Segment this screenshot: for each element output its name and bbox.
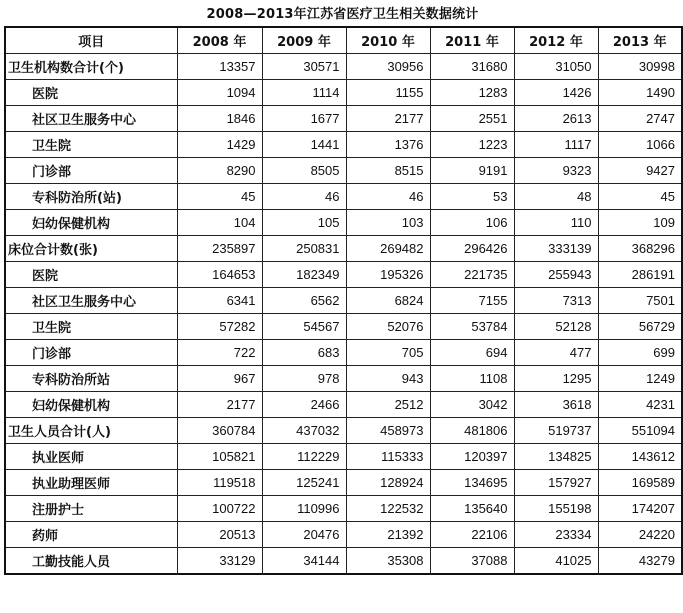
cell-value: 45 [177,184,262,210]
cell-value: 30571 [262,54,346,80]
row-label: 医院 [5,262,177,288]
table-row [5,392,682,418]
cell-value: 21392 [346,522,430,548]
cell-value: 1441 [262,132,346,158]
cell-value: 20513 [177,522,262,548]
row-label: 执业医师 [5,444,177,470]
cell-value: 967 [177,366,262,392]
cell-value: 30956 [346,54,430,80]
cell-value: 122532 [346,496,430,522]
cell-value: 46 [262,184,346,210]
cell-value: 1249 [598,366,682,392]
cell-value: 1223 [430,132,514,158]
cell-value: 31680 [430,54,514,80]
cell-value: 53784 [430,314,514,340]
cell-value: 31050 [514,54,598,80]
row-label: 注册护士 [5,496,177,522]
table-row [5,132,682,158]
table-row [5,80,682,106]
header-year: 2009 年 [262,27,346,54]
cell-value: 109 [598,210,682,236]
cell-value: 20476 [262,522,346,548]
cell-value: 41025 [514,548,598,575]
cell-value: 105821 [177,444,262,470]
row-label: 床位合计数(张) [5,236,177,262]
table-row [5,470,682,496]
table-row [5,210,682,236]
cell-value: 24220 [598,522,682,548]
row-label: 妇幼保健机构 [5,392,177,418]
table-row [5,54,682,80]
cell-value: 52128 [514,314,598,340]
cell-value: 1094 [177,80,262,106]
table-row [5,158,682,184]
row-label: 卫生院 [5,314,177,340]
cell-value: 286191 [598,262,682,288]
cell-value: 1426 [514,80,598,106]
cell-value: 6824 [346,288,430,314]
cell-value: 943 [346,366,430,392]
cell-value: 481806 [430,418,514,444]
cell-value: 43279 [598,548,682,575]
cell-value: 2613 [514,106,598,132]
table-row [5,418,682,444]
header-row [5,27,682,54]
cell-value: 23334 [514,522,598,548]
cell-value: 458973 [346,418,430,444]
row-label: 医院 [5,80,177,106]
cell-value: 255943 [514,262,598,288]
cell-value: 134825 [514,444,598,470]
table-row [5,236,682,262]
header-year: 2010 年 [346,27,430,54]
table-row [5,548,682,575]
cell-value: 8505 [262,158,346,184]
cell-value: 235897 [177,236,262,262]
cell-value: 134695 [430,470,514,496]
cell-value: 7155 [430,288,514,314]
table-row [5,366,682,392]
cell-value: 2177 [346,106,430,132]
cell-value: 269482 [346,236,430,262]
table-row [5,288,682,314]
cell-value: 7501 [598,288,682,314]
cell-value: 115333 [346,444,430,470]
row-label: 专科防治所站 [5,366,177,392]
cell-value: 174207 [598,496,682,522]
cell-value: 48 [514,184,598,210]
cell-value: 128924 [346,470,430,496]
cell-value: 2747 [598,106,682,132]
table-body [5,54,682,575]
cell-value: 57282 [177,314,262,340]
cell-value: 52076 [346,314,430,340]
table-row [5,444,682,470]
row-label: 卫生人员合计(人) [5,418,177,444]
cell-value: 9191 [430,158,514,184]
cell-value: 1429 [177,132,262,158]
cell-value: 155198 [514,496,598,522]
row-label: 卫生院 [5,132,177,158]
cell-value: 110 [514,210,598,236]
cell-value: 694 [430,340,514,366]
cell-value: 699 [598,340,682,366]
header-year: 2011 年 [430,27,514,54]
cell-value: 722 [177,340,262,366]
row-label: 药师 [5,522,177,548]
cell-value: 30998 [598,54,682,80]
cell-value: 103 [346,210,430,236]
header-year: 2012 年 [514,27,598,54]
cell-value: 35308 [346,548,430,575]
cell-value: 119518 [177,470,262,496]
cell-value: 195326 [346,262,430,288]
cell-value: 2177 [177,392,262,418]
cell-value: 169589 [598,470,682,496]
table-row [5,262,682,288]
cell-value: 2466 [262,392,346,418]
cell-value: 164653 [177,262,262,288]
cell-value: 1376 [346,132,430,158]
cell-value: 13357 [177,54,262,80]
cell-value: 705 [346,340,430,366]
cell-value: 22106 [430,522,514,548]
cell-value: 1490 [598,80,682,106]
cell-value: 53 [430,184,514,210]
cell-value: 6341 [177,288,262,314]
cell-value: 519737 [514,418,598,444]
cell-value: 3618 [514,392,598,418]
row-label: 妇幼保健机构 [5,210,177,236]
cell-value: 120397 [430,444,514,470]
cell-value: 333139 [514,236,598,262]
table-row [5,314,682,340]
cell-value: 437032 [262,418,346,444]
cell-value: 34144 [262,548,346,575]
cell-value: 112229 [262,444,346,470]
cell-value: 104 [177,210,262,236]
cell-value: 6562 [262,288,346,314]
cell-value: 477 [514,340,598,366]
cell-value: 157927 [514,470,598,496]
cell-value: 46 [346,184,430,210]
table-row [5,522,682,548]
table-row [5,184,682,210]
cell-value: 143612 [598,444,682,470]
cell-value: 7313 [514,288,598,314]
cell-value: 110996 [262,496,346,522]
cell-value: 4231 [598,392,682,418]
statistics-table [4,26,683,575]
row-label: 门诊部 [5,158,177,184]
table-row [5,496,682,522]
header-year: 2008 年 [177,27,262,54]
cell-value: 105 [262,210,346,236]
row-label: 社区卫生服务中心 [5,106,177,132]
cell-value: 296426 [430,236,514,262]
cell-value: 56729 [598,314,682,340]
cell-value: 1114 [262,80,346,106]
cell-value: 8515 [346,158,430,184]
cell-value: 1108 [430,366,514,392]
cell-value: 3042 [430,392,514,418]
cell-value: 1677 [262,106,346,132]
row-label: 执业助理医师 [5,470,177,496]
table-row [5,340,682,366]
cell-value: 360784 [177,418,262,444]
table-row [5,106,682,132]
cell-value: 135640 [430,496,514,522]
cell-value: 106 [430,210,514,236]
cell-value: 551094 [598,418,682,444]
row-label: 工勤技能人员 [5,548,177,575]
cell-value: 54567 [262,314,346,340]
cell-value: 100722 [177,496,262,522]
cell-value: 978 [262,366,346,392]
row-label: 门诊部 [5,340,177,366]
cell-value: 1283 [430,80,514,106]
cell-value: 33129 [177,548,262,575]
cell-value: 221735 [430,262,514,288]
row-label: 社区卫生服务中心 [5,288,177,314]
cell-value: 1117 [514,132,598,158]
cell-value: 37088 [430,548,514,575]
cell-value: 1846 [177,106,262,132]
cell-value: 45 [598,184,682,210]
cell-value: 683 [262,340,346,366]
cell-value: 1155 [346,80,430,106]
row-label: 专科防治所(站) [5,184,177,210]
cell-value: 1066 [598,132,682,158]
header-year: 2013 年 [598,27,682,54]
cell-value: 182349 [262,262,346,288]
table-title: 2008—2013年江苏省医疗卫生相关数据统计 [206,7,479,22]
cell-value: 2551 [430,106,514,132]
cell-value: 368296 [598,236,682,262]
cell-value: 9323 [514,158,598,184]
cell-value: 9427 [598,158,682,184]
row-label: 卫生机构数合计(个) [5,54,177,80]
cell-value: 8290 [177,158,262,184]
cell-value: 2512 [346,392,430,418]
cell-value: 250831 [262,236,346,262]
cell-value: 125241 [262,470,346,496]
header-item: 项目 [5,27,177,54]
cell-value: 1295 [514,366,598,392]
